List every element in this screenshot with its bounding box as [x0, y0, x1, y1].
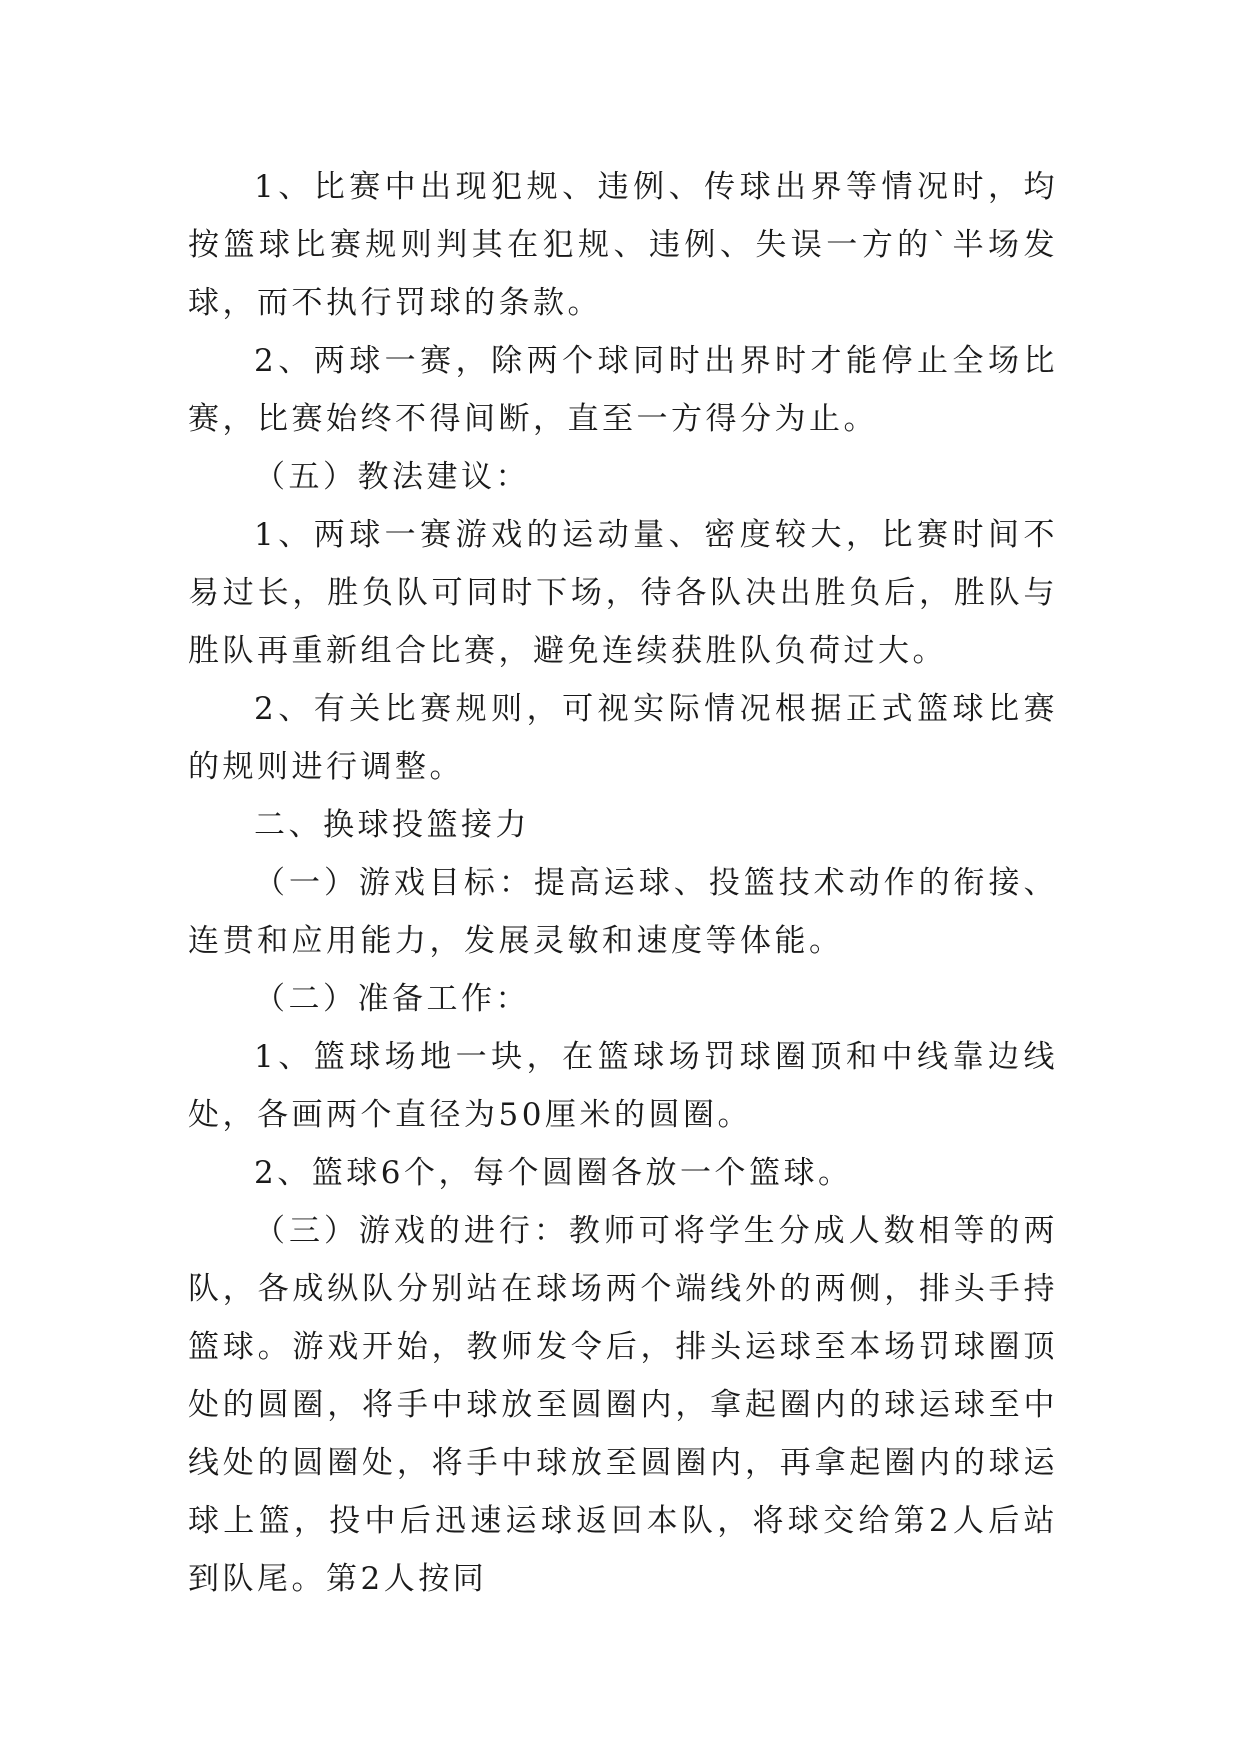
- section-heading-teaching-advice: （五）教法建议：: [254, 459, 530, 495]
- section-heading-relay-game: 二、换球投篮接力: [254, 807, 530, 843]
- paragraph-prep-balls: 2、篮球6个，每个圆圈各放一个篮球。: [254, 1155, 853, 1191]
- paragraph-rule-two-balls: 2、两球一赛，除两个球同时出界时才能停止全场比赛，比赛始终不得间断，直至一方得分为止。: [188, 343, 1058, 437]
- paragraph-game-goal: （一）游戏目标：提高运球、投篮技术动作的衔接、连贯和应用能力，发展灵敏和速度等体能。: [188, 865, 1058, 959]
- paragraph-prep-court: 1、篮球场地一块，在篮球场罚球圈顶和中线靠边线处，各画两个直径为50厘米的圆圈。: [188, 1039, 1058, 1133]
- document-body: [188, 158, 1058, 1608]
- section-heading-preparation: （二）准备工作：: [254, 981, 530, 1017]
- paragraph-advice-load: 1、两球一赛游戏的运动量、密度较大，比赛时间不易过长，胜负队可同时下场，待各队决出胜负后，胜队与胜队再重新组合比赛，避免连续获胜队负荷过大。: [188, 517, 1058, 669]
- paragraph-rule-fouls: 1、比赛中出现犯规、违例、传球出界等情况时，均按篮球比赛规则判其在犯规、违例、失误一方的`半场发球，而不执行罚球的条款。: [188, 169, 1058, 321]
- paragraph-game-procedure: （三）游戏的进行：教师可将学生分成人数相等的两队，各成纵队分别站在球场两个端线外的两侧，排头手持篮球。游戏开始，教师发令后，排头运球至本场罚球圈顶处的圆圈，将手中球放至圆圈内，拿起圈内的球运球至中线处的圆圈处，将手中球放至圆圈内，再拿起圈内的球运球上篮，投中后迅速运球返回本队，将球交给第2人后站到队尾。第2人按同: [188, 1213, 1058, 1597]
- paragraph-advice-rules: 2、有关比赛规则，可视实际情况根据正式篮球比赛的规则进行调整。: [188, 691, 1058, 785]
